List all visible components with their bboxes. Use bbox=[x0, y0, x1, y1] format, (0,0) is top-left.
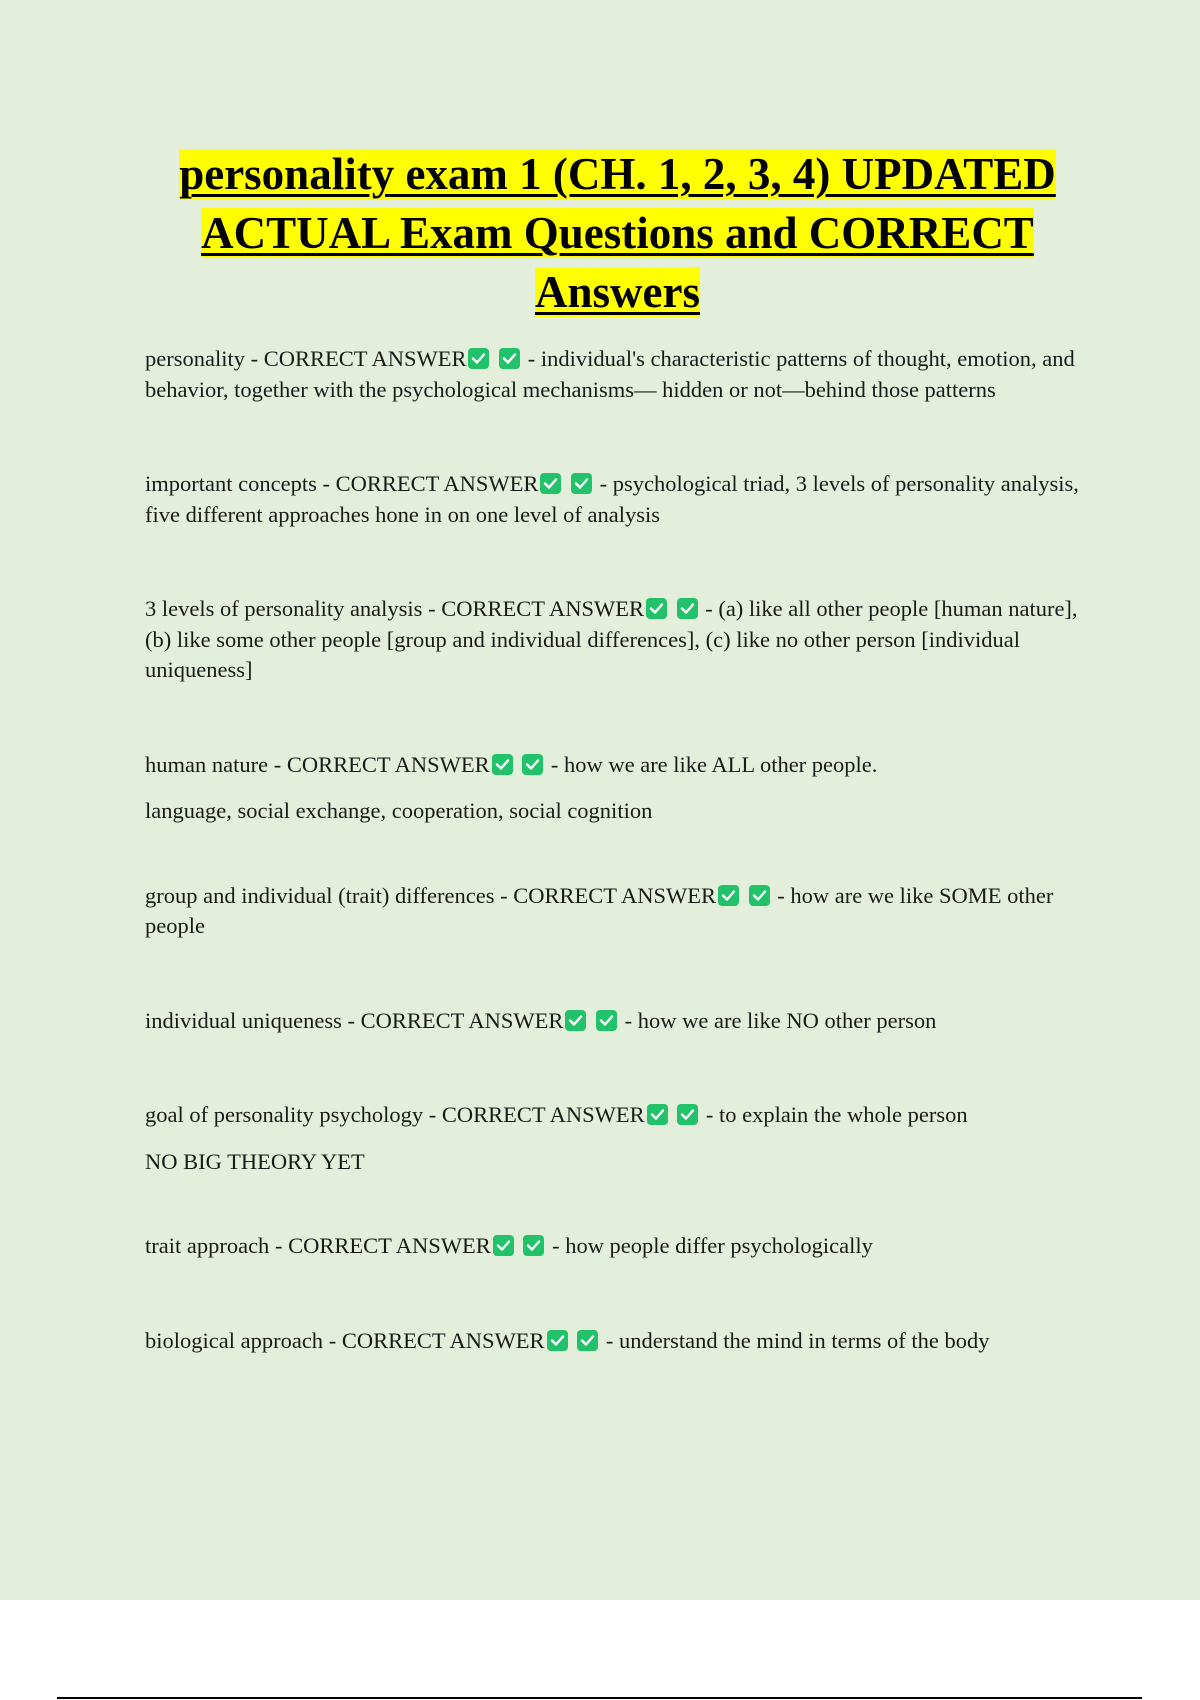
entry-list bbox=[145, 344, 1090, 1356]
qa-line: 3 levels of personality analysis - CORRECT ANSWER - (a) like all other people [human nature], (b) like some other people [group and individual differences], (c) like no other person [individual uniqueness] bbox=[145, 596, 1078, 682]
entry-definition: (a) like all other people [human nature], (b) like some other people [group and individual differences], (c) like no other person [individual uniqueness] bbox=[145, 596, 1078, 682]
check-box-icon bbox=[577, 1330, 598, 1351]
qa-line: trait approach - CORRECT ANSWER - how people differ psychologically bbox=[145, 1233, 873, 1258]
check-box-icon bbox=[718, 885, 739, 906]
entry-marker: CORRECT ANSWER bbox=[441, 596, 644, 621]
entry-term: human nature bbox=[145, 751, 269, 777]
check-box-icon bbox=[749, 885, 770, 906]
check-box-icon bbox=[596, 1010, 617, 1031]
check-box-icon bbox=[540, 473, 561, 494]
entry-extra: NO BIG THEORY YET bbox=[145, 1148, 365, 1174]
qa-line: goal of personality psychology - CORRECT ANSWER - to explain the whole person bbox=[145, 1102, 968, 1127]
check-box-icon bbox=[647, 1104, 668, 1125]
qa-line: group and individual (trait) differences - CORRECT ANSWER - how are we like SOME other people bbox=[145, 882, 1054, 938]
qa-entry bbox=[145, 750, 1090, 827]
entry-extra: language, social exchange, cooperation, social cognition bbox=[145, 798, 653, 823]
qa-entry bbox=[145, 1326, 1090, 1357]
check-box-icon bbox=[571, 473, 592, 494]
check-box-icon bbox=[493, 1235, 514, 1256]
qa-entry bbox=[145, 881, 1090, 942]
document-content bbox=[145, 145, 1090, 1356]
entry-definition: how people differ psychologically bbox=[565, 1233, 873, 1258]
entry-term: personality bbox=[145, 346, 245, 371]
entry-marker: CORRECT ANSWER bbox=[360, 1007, 564, 1033]
qa-entry bbox=[145, 1231, 1090, 1262]
entry-marker: CORRECT ANSWER bbox=[441, 1102, 645, 1127]
title-text: personality exam 1 (CH. 1, 2, 3, 4) UPDATED ACTUAL Exam Questions and CORRECT Answers bbox=[179, 149, 1056, 317]
check-box-icon bbox=[468, 348, 489, 369]
entry-term: 3 levels of personality analysis bbox=[145, 596, 423, 621]
qa-entry bbox=[145, 1100, 1090, 1177]
qa-line: biological approach - CORRECT ANSWER - understand the mind in terms of the body bbox=[145, 1327, 990, 1353]
qa-entry bbox=[145, 1006, 1090, 1037]
entry-term: biological approach bbox=[145, 1327, 324, 1353]
qa-entry bbox=[145, 594, 1090, 686]
check-box-icon bbox=[677, 1104, 698, 1125]
qa-line: important concepts - CORRECT ANSWER - psychological triad, 3 levels of personality analysis, five different approaches hone in on one level of analysis bbox=[145, 471, 1079, 527]
qa-entry bbox=[145, 344, 1090, 405]
check-box-icon bbox=[492, 754, 513, 775]
entry-term: trait approach bbox=[145, 1233, 270, 1258]
qa-line: individual uniqueness - CORRECT ANSWER - how we are like NO other person bbox=[145, 1007, 937, 1033]
entry-definition: how are we like SOME other people bbox=[145, 882, 1054, 938]
entry-marker: CORRECT ANSWER bbox=[286, 751, 490, 777]
entry-marker: CORRECT ANSWER bbox=[513, 882, 716, 908]
check-box-icon bbox=[499, 348, 520, 369]
entry-definition: how we are like NO other person bbox=[637, 1007, 937, 1033]
entry-definition: individual's characteristic patterns of thought, emotion, and behavior, together with the psychological mechanisms— hidden or not—behind those patterns bbox=[145, 346, 1075, 402]
check-box-icon bbox=[677, 598, 698, 619]
qa-line: personality - CORRECT ANSWER - individual's characteristic patterns of thought, emotion, and behavior, together with the psychological mechanisms— hidden or not—behind those patterns bbox=[145, 346, 1075, 402]
qa-line: human nature - CORRECT ANSWER - how we are like ALL other people. bbox=[145, 751, 878, 777]
entry-definition: how we are like ALL other people. bbox=[563, 751, 878, 777]
check-box-icon bbox=[522, 754, 543, 775]
entry-marker: CORRECT ANSWER bbox=[341, 1327, 545, 1353]
entry-marker: CORRECT ANSWER bbox=[263, 346, 467, 371]
entry-marker: CORRECT ANSWER bbox=[288, 1233, 491, 1258]
entry-term: goal of personality psychology bbox=[145, 1102, 424, 1127]
check-box-icon bbox=[523, 1235, 544, 1256]
entry-definition: understand the mind in terms of the body bbox=[618, 1327, 990, 1353]
entry-marker: CORRECT ANSWER bbox=[335, 471, 539, 496]
footer-divider bbox=[57, 1697, 1142, 1699]
entry-definition: psychological triad, 3 levels of personality analysis, five different approaches hone in on one level of analysis bbox=[145, 471, 1079, 527]
document-title bbox=[145, 145, 1090, 322]
check-box-icon bbox=[646, 598, 667, 619]
entry-term: important concepts bbox=[145, 471, 317, 496]
check-box-icon bbox=[565, 1010, 586, 1031]
entry-term: individual uniqueness bbox=[145, 1007, 342, 1033]
entry-definition: to explain the whole person bbox=[718, 1102, 968, 1127]
entry-term: group and individual (trait) differences bbox=[145, 882, 495, 908]
check-box-icon bbox=[547, 1330, 568, 1351]
qa-entry bbox=[145, 469, 1090, 530]
